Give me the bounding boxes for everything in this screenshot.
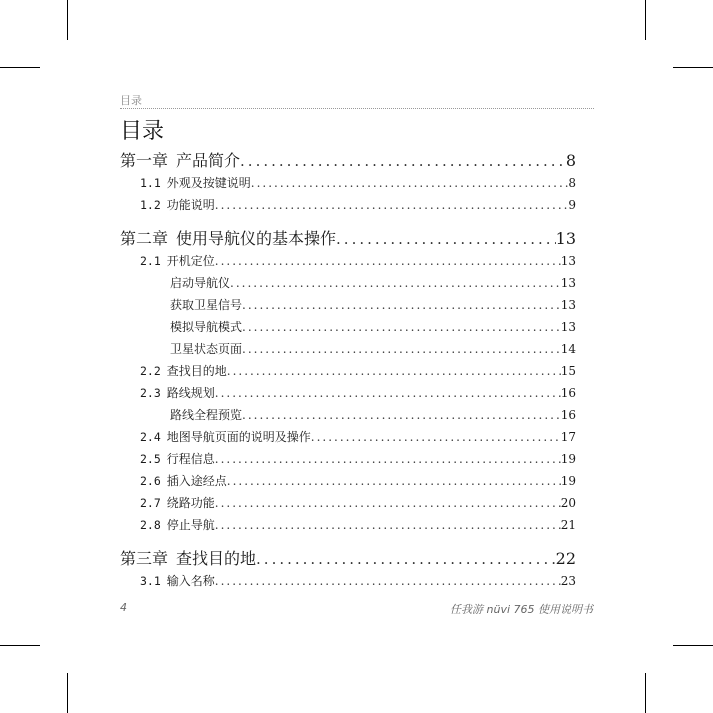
crop-mark [0,645,40,646]
toc-subsection-entry[interactable] [120,274,576,296]
table-of-contents [120,146,576,594]
toc-section-entry[interactable] [120,572,576,594]
chapter-gap [120,218,576,224]
toc-dot-leader [242,298,561,312]
crop-mark [645,673,646,713]
toc-entry-number: 2.2 [140,364,161,378]
toc-section-entry[interactable] [120,516,576,538]
toc-entry-number: 3.1 [140,574,161,588]
toc-entry-page: 8 [568,176,576,190]
toc-entry-title: 卫星状态页面 [170,342,243,356]
toc-dot-leader [227,364,561,378]
toc-entry-page: 13 [560,254,576,268]
toc-entry-title: 停止导航 [166,518,215,532]
crop-mark [673,67,713,68]
toc-section-entry[interactable] [120,494,576,516]
toc-entry-number: 2.4 [140,430,161,444]
toc-entry-page: 16 [560,408,576,422]
toc-entry-page: 23 [560,574,576,588]
toc-entry-page: 13 [560,276,576,290]
toc-section-entry[interactable] [120,450,576,472]
toc-entry-title: 模拟导航模式 [170,320,243,334]
header-rule [120,108,594,109]
toc-entry-title: 插入途经点 [166,474,227,488]
toc-section-entry[interactable] [120,174,576,196]
toc-entry-page: 15 [560,364,576,378]
toc-dot-leader [336,230,556,248]
toc-dot-leader [215,574,561,588]
toc-section-entry[interactable] [120,428,576,450]
toc-entry-number: 2.5 [140,452,161,466]
running-header: 目录 [120,94,142,107]
toc-entry-number: 2.3 [140,386,161,400]
toc-entry-page: 20 [560,496,576,510]
toc-entry-page: 13 [560,298,576,312]
toc-entry-title: 启动导航仪 [170,276,231,290]
toc-entry-page: 17 [560,430,576,444]
toc-dot-leader [242,320,561,334]
crop-mark [673,645,713,646]
toc-entry-page: 16 [560,386,576,400]
toc-subsection-entry[interactable] [120,296,576,318]
toc-section-entry[interactable] [120,362,576,384]
toc-chapter-entry[interactable] [120,148,576,170]
toc-entry-page: 13 [555,229,576,248]
toc-entry-number: 第一章 [120,151,169,170]
toc-entry-page: 21 [560,518,576,532]
toc-entry-page: 13 [560,320,576,334]
toc-dot-leader [240,152,566,170]
toc-dot-leader [215,386,561,400]
toc-entry-title: 产品简介 [176,151,241,170]
toc-dot-leader [230,276,561,290]
toc-entry-title: 功能说明 [166,198,215,212]
toc-entry-title: 路线规划 [166,386,215,400]
crop-mark [67,673,68,713]
toc-subsection-entry[interactable] [120,318,576,340]
toc-dot-leader [215,452,561,466]
manual-title: 任我游 nüvi 765 使用说明书 [450,603,593,616]
toc-dot-leader [215,198,569,212]
toc-dot-leader [251,176,569,190]
toc-dot-leader [215,496,561,510]
toc-entry-title: 路线全程预览 [170,408,243,422]
toc-chapter-entry[interactable] [120,226,576,248]
toc-entry-title: 查找目的地 [166,364,227,378]
toc-entry-number: 2.7 [140,496,161,510]
toc-entry-title: 查找目的地 [176,549,257,568]
toc-entry-number: 1.1 [140,176,161,190]
toc-entry-number: 2.8 [140,518,161,532]
page-number: 4 [120,601,127,614]
toc-entry-title: 获取卫星信号 [170,298,243,312]
toc-entry-page: 9 [568,198,576,212]
chapter-gap [120,538,576,544]
toc-chapter-entry[interactable] [120,546,576,568]
toc-subsection-entry[interactable] [120,340,576,362]
crop-mark [0,67,40,68]
toc-section-entry[interactable] [120,384,576,406]
toc-entry-title: 地图导航页面的说明及操作 [166,430,311,444]
toc-entry-number: 2.6 [140,474,161,488]
toc-entry-number: 第三章 [120,549,169,568]
toc-dot-leader [242,408,561,422]
toc-section-entry[interactable] [120,252,576,274]
toc-entry-page: 19 [560,452,576,466]
toc-entry-page: 22 [555,549,576,568]
toc-entry-page: 14 [560,342,576,356]
toc-section-entry[interactable] [120,196,576,218]
toc-dot-leader [227,474,561,488]
toc-entry-number: 1.2 [140,198,161,212]
toc-entry-page: 19 [560,474,576,488]
toc-dot-leader [256,550,556,568]
toc-entry-title: 输入名称 [166,574,215,588]
toc-entry-title: 开机定位 [166,254,215,268]
toc-entry-title: 使用导航仪的基本操作 [176,229,337,248]
toc-dot-leader [215,518,561,532]
toc-subsection-entry[interactable] [120,406,576,428]
toc-section-entry[interactable] [120,472,576,494]
page-title: 目录 [120,119,165,144]
crop-mark [645,0,646,40]
crop-mark [67,0,68,40]
toc-dot-leader [215,254,561,268]
toc-entry-number: 第二章 [120,229,169,248]
toc-entry-title: 外观及按键说明 [166,176,251,190]
toc-entry-title: 绕路功能 [166,496,215,510]
toc-dot-leader [311,430,561,444]
toc-entry-number: 2.1 [140,254,161,268]
toc-entry-title: 行程信息 [166,452,215,466]
toc-entry-page: 8 [565,151,576,170]
toc-dot-leader [242,342,561,356]
